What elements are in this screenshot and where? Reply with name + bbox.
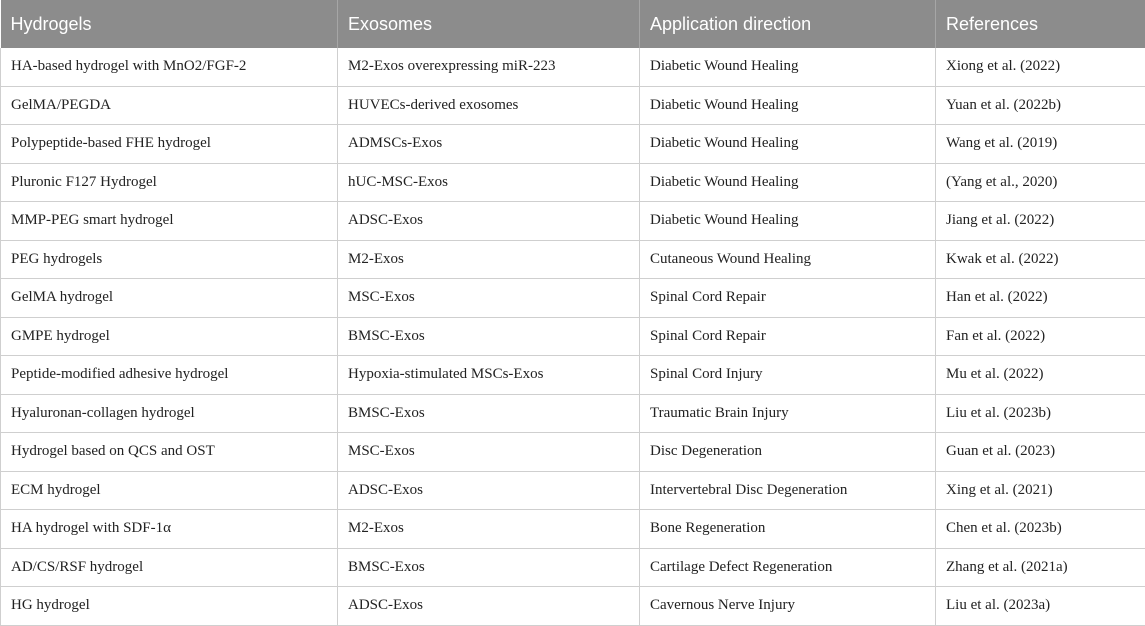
hydrogel-cell: Hyaluronan-collagen hydrogel: [1, 394, 338, 433]
table-row: [1, 86, 1145, 125]
reference-cell: Kwak et al. (2022): [936, 240, 1145, 279]
application-cell: Bone Regeneration: [640, 510, 936, 549]
reference-cell: Fan et al. (2022): [936, 317, 1145, 356]
exosome-cell: ADSC-Exos: [338, 202, 640, 241]
header-references: References: [936, 0, 1145, 48]
exosome-cell: MSC-Exos: [338, 433, 640, 472]
application-cell: Cutaneous Wound Healing: [640, 240, 936, 279]
hydrogel-cell: PEG hydrogels: [1, 240, 338, 279]
table-row: [1, 163, 1145, 202]
table-row: [1, 356, 1145, 395]
exosome-cell: BMSC-Exos: [338, 548, 640, 587]
hydrogel-cell: GelMA hydrogel: [1, 279, 338, 318]
hydrogel-cell: Pluronic F127 Hydrogel: [1, 163, 338, 202]
reference-cell: Han et al. (2022): [936, 279, 1145, 318]
table-row: [1, 548, 1145, 587]
application-cell: Cartilage Defect Regeneration: [640, 548, 936, 587]
application-cell: Diabetic Wound Healing: [640, 48, 936, 86]
exosome-cell: ADMSCs-Exos: [338, 125, 640, 164]
application-cell: Diabetic Wound Healing: [640, 163, 936, 202]
table-row: [1, 279, 1145, 318]
hydrogel-cell: HA hydrogel with SDF-1α: [1, 510, 338, 549]
application-cell: Intervertebral Disc Degeneration: [640, 471, 936, 510]
exosome-cell: BMSC-Exos: [338, 317, 640, 356]
table-row: [1, 471, 1145, 510]
header-row: [1, 0, 1145, 48]
header-exosomes: Exosomes: [338, 0, 640, 48]
hydrogel-cell: Hydrogel based on QCS and OST: [1, 433, 338, 472]
reference-cell: Chen et al. (2023b): [936, 510, 1145, 549]
header-hydrogels: Hydrogels: [1, 0, 338, 48]
header-application-direction: Application direction: [640, 0, 936, 48]
exosome-cell: hUC-MSC-Exos: [338, 163, 640, 202]
exosome-cell: ADSC-Exos: [338, 471, 640, 510]
hydrogel-cell: HA-based hydrogel with MnO2/FGF-2: [1, 48, 338, 86]
reference-cell: Xing et al. (2021): [936, 471, 1145, 510]
application-cell: Spinal Cord Repair: [640, 279, 936, 318]
table-row: [1, 240, 1145, 279]
reference-cell: Liu et al. (2023a): [936, 587, 1145, 626]
reference-cell: Zhang et al. (2021a): [936, 548, 1145, 587]
exosome-cell: M2-Exos: [338, 510, 640, 549]
exosome-cell: MSC-Exos: [338, 279, 640, 318]
table-row: [1, 394, 1145, 433]
application-cell: Cavernous Nerve Injury: [640, 587, 936, 626]
exosome-cell: Hypoxia-stimulated MSCs-Exos: [338, 356, 640, 395]
reference-cell: Wang et al. (2019): [936, 125, 1145, 164]
hydrogel-cell: MMP-PEG smart hydrogel: [1, 202, 338, 241]
reference-cell: Jiang et al. (2022): [936, 202, 1145, 241]
application-cell: Disc Degeneration: [640, 433, 936, 472]
table-row: [1, 125, 1145, 164]
table-row: [1, 317, 1145, 356]
hydrogel-cell: GelMA/PEGDA: [1, 86, 338, 125]
hydrogel-cell: Polypeptide-based FHE hydrogel: [1, 125, 338, 164]
table-header: [1, 0, 1145, 48]
application-cell: Diabetic Wound Healing: [640, 86, 936, 125]
hydrogel-cell: HG hydrogel: [1, 587, 338, 626]
application-cell: Spinal Cord Repair: [640, 317, 936, 356]
table-body: [1, 48, 1145, 625]
table-row: [1, 202, 1145, 241]
table-row: [1, 48, 1145, 86]
table-row: [1, 510, 1145, 549]
hydrogel-cell: Peptide-modified adhesive hydrogel: [1, 356, 338, 395]
exosome-cell: ADSC-Exos: [338, 587, 640, 626]
reference-cell: (Yang et al., 2020): [936, 163, 1145, 202]
exosome-cell: BMSC-Exos: [338, 394, 640, 433]
hydrogel-cell: AD/CS/RSF hydrogel: [1, 548, 338, 587]
application-cell: Traumatic Brain Injury: [640, 394, 936, 433]
application-cell: Diabetic Wound Healing: [640, 202, 936, 241]
reference-cell: Guan et al. (2023): [936, 433, 1145, 472]
reference-cell: Yuan et al. (2022b): [936, 86, 1145, 125]
reference-cell: Mu et al. (2022): [936, 356, 1145, 395]
exosome-cell: HUVECs-derived exosomes: [338, 86, 640, 125]
table-row: [1, 587, 1145, 626]
application-cell: Spinal Cord Injury: [640, 356, 936, 395]
exosome-cell: M2-Exos overexpressing miR-223: [338, 48, 640, 86]
exosome-cell: M2-Exos: [338, 240, 640, 279]
hydrogel-cell: GMPE hydrogel: [1, 317, 338, 356]
reference-cell: Xiong et al. (2022): [936, 48, 1145, 86]
reference-cell: Liu et al. (2023b): [936, 394, 1145, 433]
application-cell: Diabetic Wound Healing: [640, 125, 936, 164]
hydrogel-cell: ECM hydrogel: [1, 471, 338, 510]
table-row: [1, 433, 1145, 472]
